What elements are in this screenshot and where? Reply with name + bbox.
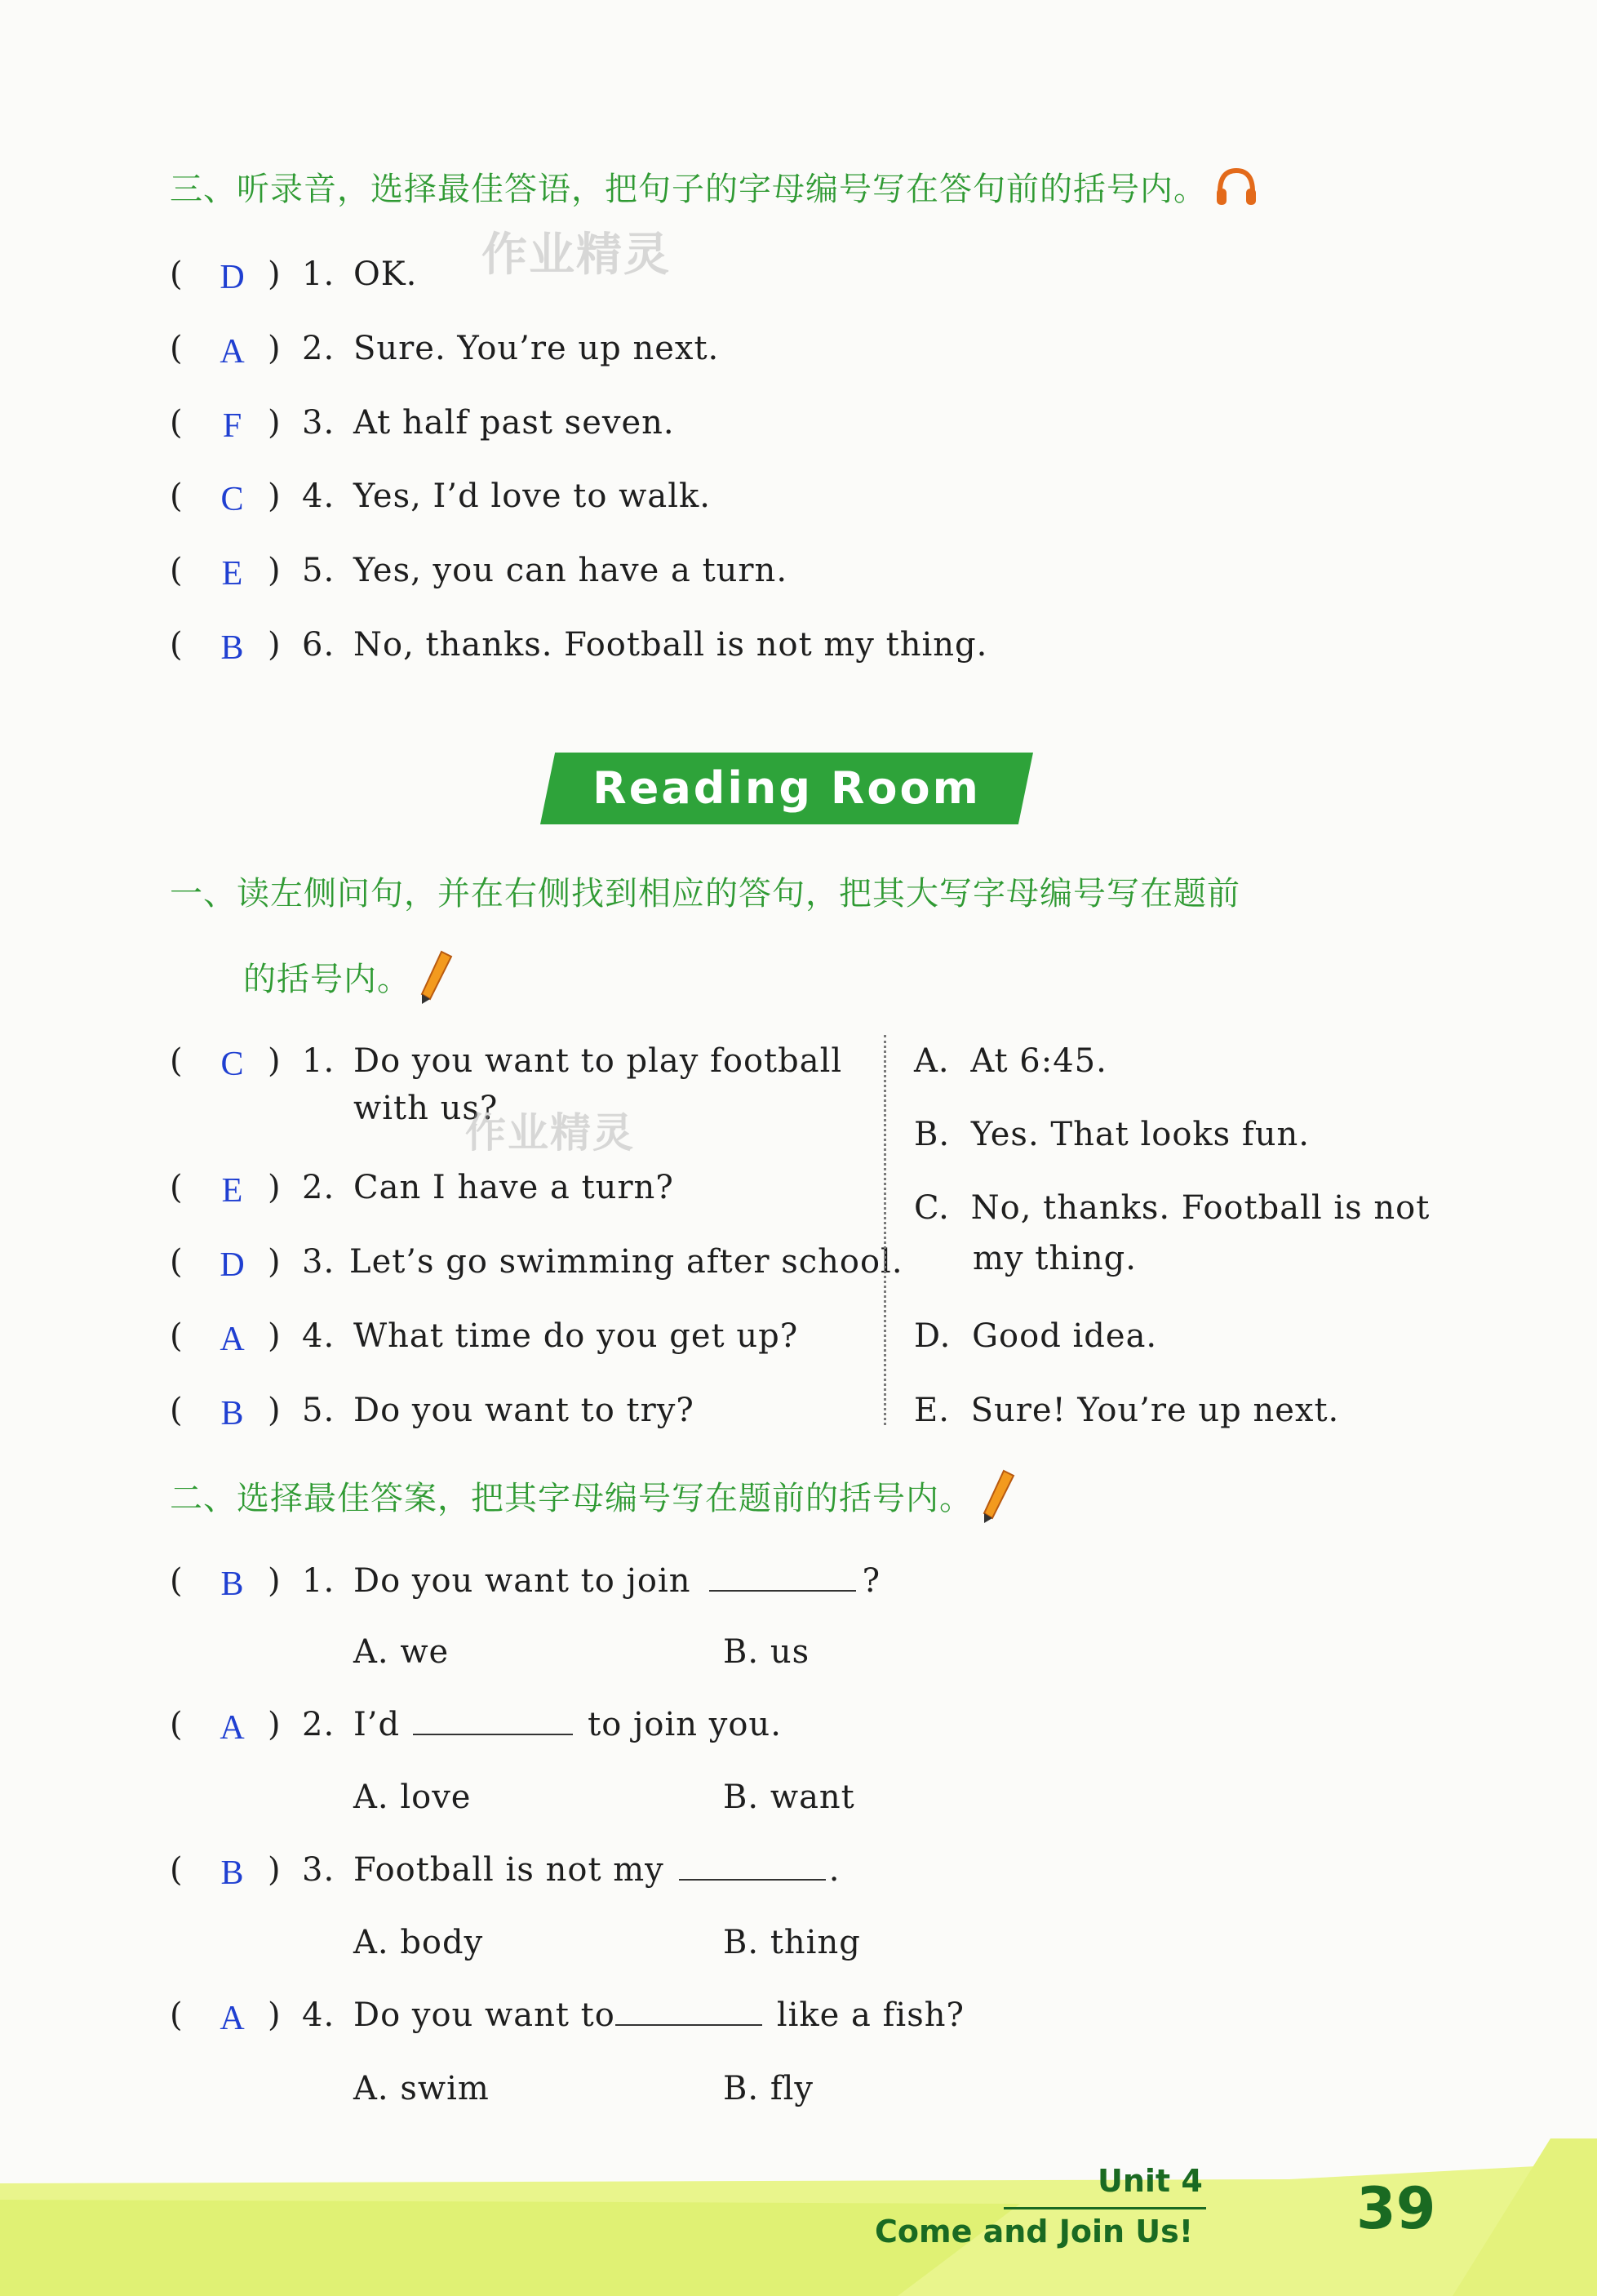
option-b: B. want — [723, 1779, 855, 1816]
answer-letter: C — [220, 1046, 245, 1083]
question-text: What time do you get up? — [353, 1317, 799, 1355]
open-paren: ( — [170, 626, 184, 664]
close-paren: ) — [268, 404, 282, 442]
unit-underline — [1004, 2207, 1206, 2209]
close-paren: ) — [268, 255, 282, 293]
option-a: A. we — [353, 1633, 450, 1671]
answer-letter: B — [220, 1854, 245, 1892]
text-before-blank: Do you want to join — [353, 1562, 691, 1600]
answer-letter: D — [220, 1246, 246, 1284]
question-text — [353, 1991, 965, 2040]
open-paren: ( — [170, 1243, 184, 1281]
answer-letter: B — [220, 1565, 245, 1603]
question-text — [353, 1845, 840, 1894]
answer-letter: F — [222, 407, 243, 445]
text-before-blank: Football is not my — [353, 1851, 664, 1889]
option-item — [914, 1037, 1107, 1086]
section3-title-text: 三、听录音，选择最佳答语，把句子的字母编号写在答句前的括号内。 — [170, 171, 1207, 208]
option-text: Sure! You’re up next. — [970, 1392, 1340, 1429]
item-number: 2. — [302, 1706, 335, 1743]
item-number: 5. — [302, 552, 335, 589]
question-text: Do you want to play football — [353, 1042, 843, 1080]
option-text-cont: my thing. — [973, 1240, 1137, 1277]
answer-blank — [413, 1703, 573, 1735]
open-paren: ( — [170, 477, 184, 515]
option-b: B. us — [723, 1633, 810, 1671]
answer-letter: E — [221, 1172, 244, 1210]
option-letter: A. — [914, 1042, 950, 1080]
open-paren: ( — [170, 1851, 184, 1889]
open-paren: ( — [170, 1392, 184, 1429]
question-text-cont: with us? — [353, 1090, 499, 1127]
close-paren: ) — [268, 1851, 282, 1889]
open-paren: ( — [170, 1169, 184, 1206]
item-number: 4. — [302, 477, 335, 515]
pencil-icon — [979, 1468, 1017, 1533]
option-b: B. thing — [723, 1924, 861, 1961]
open-paren: ( — [170, 552, 184, 589]
answer-blank — [615, 1993, 762, 2026]
answer-letter: A — [220, 333, 246, 371]
open-paren: ( — [170, 404, 184, 442]
answer-blank — [709, 1559, 856, 1592]
pencil-icon — [417, 948, 455, 1014]
item-number: 2. — [302, 330, 335, 367]
answer-letter: B — [220, 1395, 245, 1432]
option-b: B. fly — [723, 2070, 814, 2107]
item-number: 4. — [302, 1996, 335, 2034]
item-number: 2. — [302, 1169, 335, 1206]
close-paren: ) — [268, 626, 282, 664]
text-before-blank: Do you want to — [353, 1996, 615, 2034]
close-paren: ) — [268, 330, 282, 367]
option-a: A. body — [353, 1924, 484, 1961]
open-paren: ( — [170, 255, 184, 293]
answer-blank — [679, 1848, 826, 1881]
part1-title-text: 一、读左侧问句，并在右侧找到相应的答句，把其大写字母编号写在题前 — [170, 875, 1240, 913]
option-a: A. swim — [353, 2070, 490, 2107]
item-number: 5. — [302, 1392, 335, 1429]
item-number: 3. — [302, 404, 335, 442]
answer-letter: A — [220, 1321, 246, 1358]
close-paren: ) — [268, 1169, 282, 1206]
item-text: At half past seven. — [353, 404, 675, 442]
option-letter: D. — [914, 1317, 952, 1355]
reading-room-title: Reading Room — [592, 762, 981, 814]
text-after-blank: like a fish? — [776, 1996, 965, 2034]
option-text: Yes. That looks fun. — [970, 1116, 1310, 1153]
section3-title — [170, 163, 1259, 218]
open-paren: ( — [170, 1706, 184, 1743]
page-number: 39 — [1356, 2175, 1436, 2242]
option-item — [914, 1312, 1157, 1361]
item-number: 1. — [302, 1042, 335, 1080]
close-paren: ) — [268, 1042, 282, 1080]
open-paren: ( — [170, 1317, 184, 1355]
close-paren: ) — [268, 1317, 282, 1355]
close-paren: ) — [268, 1996, 282, 2034]
open-paren: ( — [170, 1996, 184, 2034]
open-paren: ( — [170, 1562, 184, 1600]
close-paren: ) — [268, 1562, 282, 1600]
watermark: 作业精灵 — [481, 229, 671, 282]
option-letter: B. — [914, 1116, 951, 1153]
close-paren: ) — [268, 477, 282, 515]
item-number: 6. — [302, 626, 335, 664]
question-text: Can I have a turn? — [353, 1169, 674, 1206]
item-text: No, thanks. Football is not my thing. — [353, 626, 988, 664]
text-before-blank: I’d — [353, 1706, 401, 1743]
open-paren: ( — [170, 330, 184, 367]
option-item — [914, 1184, 1430, 1281]
question-text: Let’s go swimming after school. — [349, 1243, 903, 1281]
item-number: 3. — [302, 1243, 335, 1281]
answer-letter: B — [220, 629, 245, 667]
unit-label: Unit 4 — [1098, 2163, 1203, 2199]
text-after-blank: . — [828, 1851, 841, 1889]
watermark: 作业精灵 — [465, 1109, 635, 1157]
answer-letter: A — [220, 2000, 246, 2037]
option-text: No, thanks. Football is not — [970, 1189, 1431, 1227]
item-text: OK. — [353, 255, 418, 293]
question-text — [353, 1557, 881, 1605]
answer-letter: E — [221, 555, 244, 593]
part1-title-cont: 的括号内。 — [243, 961, 410, 998]
item-text: Sure. You’re up next. — [353, 330, 720, 367]
item-text: Yes, you can have a turn. — [353, 552, 788, 589]
option-text: At 6:45. — [970, 1042, 1107, 1080]
option-a: A. love — [353, 1779, 472, 1816]
item-number: 1. — [302, 255, 335, 293]
item-number: 4. — [302, 1317, 335, 1355]
unit-title: Come and Join Us! — [875, 2214, 1194, 2249]
answer-letter: D — [220, 259, 246, 296]
close-paren: ) — [268, 552, 282, 589]
close-paren: ) — [268, 1243, 282, 1281]
option-letter: C. — [914, 1189, 950, 1227]
text-after-blank: ? — [862, 1562, 881, 1600]
option-item — [914, 1110, 1310, 1159]
option-text: Good idea. — [972, 1317, 1158, 1355]
close-paren: ) — [268, 1706, 282, 1743]
option-item — [914, 1386, 1339, 1435]
part2-title — [170, 1468, 1017, 1533]
close-paren: ) — [268, 1392, 282, 1429]
question-text: Do you want to try? — [353, 1392, 694, 1429]
answer-letter: C — [220, 481, 245, 518]
part2-title-text: 二、选择最佳答案，把其字母编号写在题前的括号内。 — [170, 1480, 973, 1517]
item-number: 1. — [302, 1562, 335, 1600]
item-text: Yes, I’d love to walk. — [353, 477, 711, 515]
question-text — [353, 1700, 782, 1749]
part1-title — [170, 868, 1240, 1014]
item-number: 3. — [302, 1851, 335, 1889]
text-after-blank: to join you. — [588, 1706, 782, 1743]
option-letter: E. — [914, 1392, 950, 1429]
answer-letter: A — [220, 1709, 246, 1747]
column-divider — [884, 1035, 886, 1425]
open-paren: ( — [170, 1042, 184, 1080]
headphones-icon — [1213, 164, 1259, 218]
